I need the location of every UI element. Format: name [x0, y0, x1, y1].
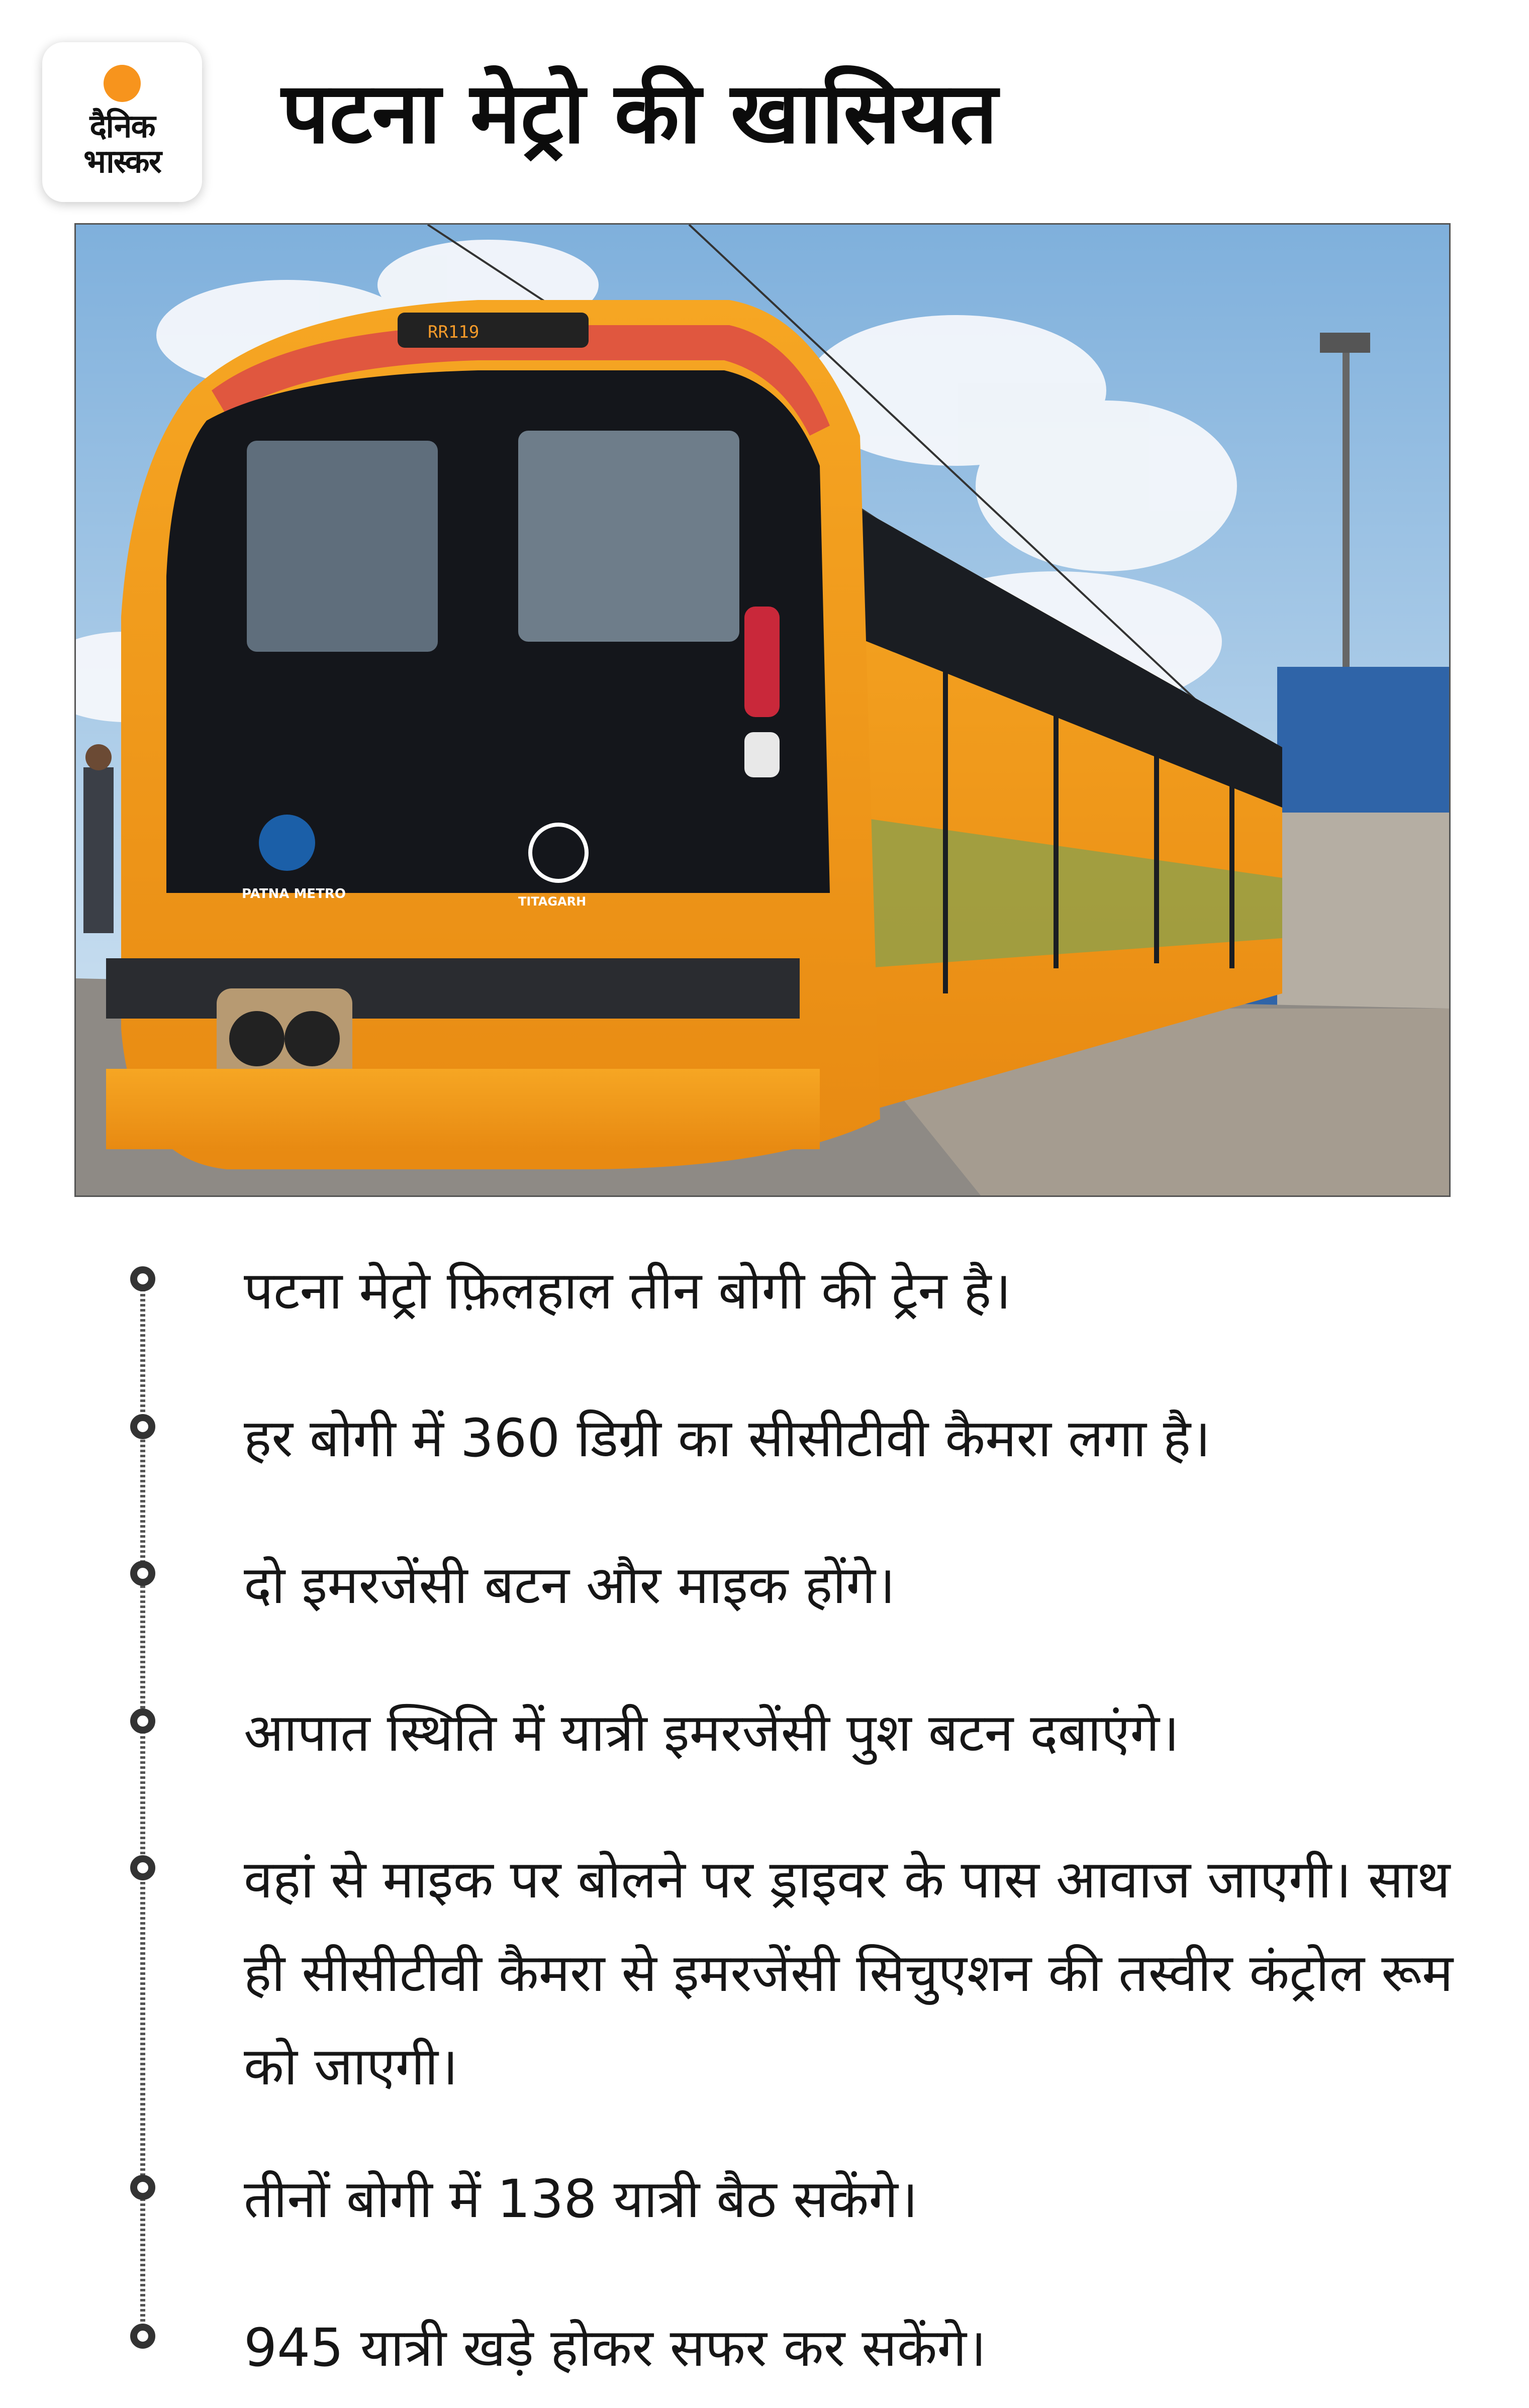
bullet-icon	[130, 1855, 155, 1880]
fact-item: पटना मेट्रो फ़िलहाल तीन बोगी की ट्रेन है।	[244, 1260, 1011, 1321]
destination-board-text: RR119	[428, 322, 480, 342]
dainik-bhaskar-logo	[42, 42, 202, 202]
bullet-icon	[130, 1266, 155, 1291]
bullet-icon	[130, 2324, 155, 2349]
metro-train-photo	[74, 223, 1451, 1197]
train-illustration	[76, 225, 1449, 1195]
bullet-icon	[130, 2175, 155, 2200]
bullet-icon	[130, 1709, 155, 1734]
bullet-icon	[130, 1561, 155, 1586]
fact-item: तीनों बोगी में 138 यात्री बैठ सकेंगे।	[244, 2168, 918, 2230]
logo-text-line1: दैनिक	[89, 108, 155, 145]
fact-item: आपात स्थिति में यात्री इमरजेंसी पुश बटन दबाएंगे।	[244, 1702, 1180, 1763]
fact-item: वहां से माइक पर बोलने पर ड्राइवर के पास आवाज जाएगी। साथ ही सीसीटीवी कैमरा से इमरजेंसी सिचुएशन की तस्वीर कंट्रोल रूम को जाएगी।	[244, 1849, 1454, 2097]
sun-icon	[104, 65, 141, 102]
bullet-icon	[130, 1414, 155, 1439]
patna-metro-logo-text: PATNA METRO	[242, 886, 346, 901]
fact-item: हर बोगी में 360 डिग्री का सीसीटीवी कैमरा लगा है।	[244, 1408, 1211, 1469]
fact-item: दो इमरजेंसी बटन और माइक होंगे।	[244, 1554, 896, 1616]
logo-text-line2: भास्कर	[83, 143, 161, 180]
titagarh-logo-text: TITAGARH	[518, 894, 587, 909]
fact-item: 945 यात्री खड़े होकर सफर कर सकेंगे।	[244, 2317, 987, 2378]
page-title: पटना मेट्रो की खासियत	[281, 64, 998, 162]
